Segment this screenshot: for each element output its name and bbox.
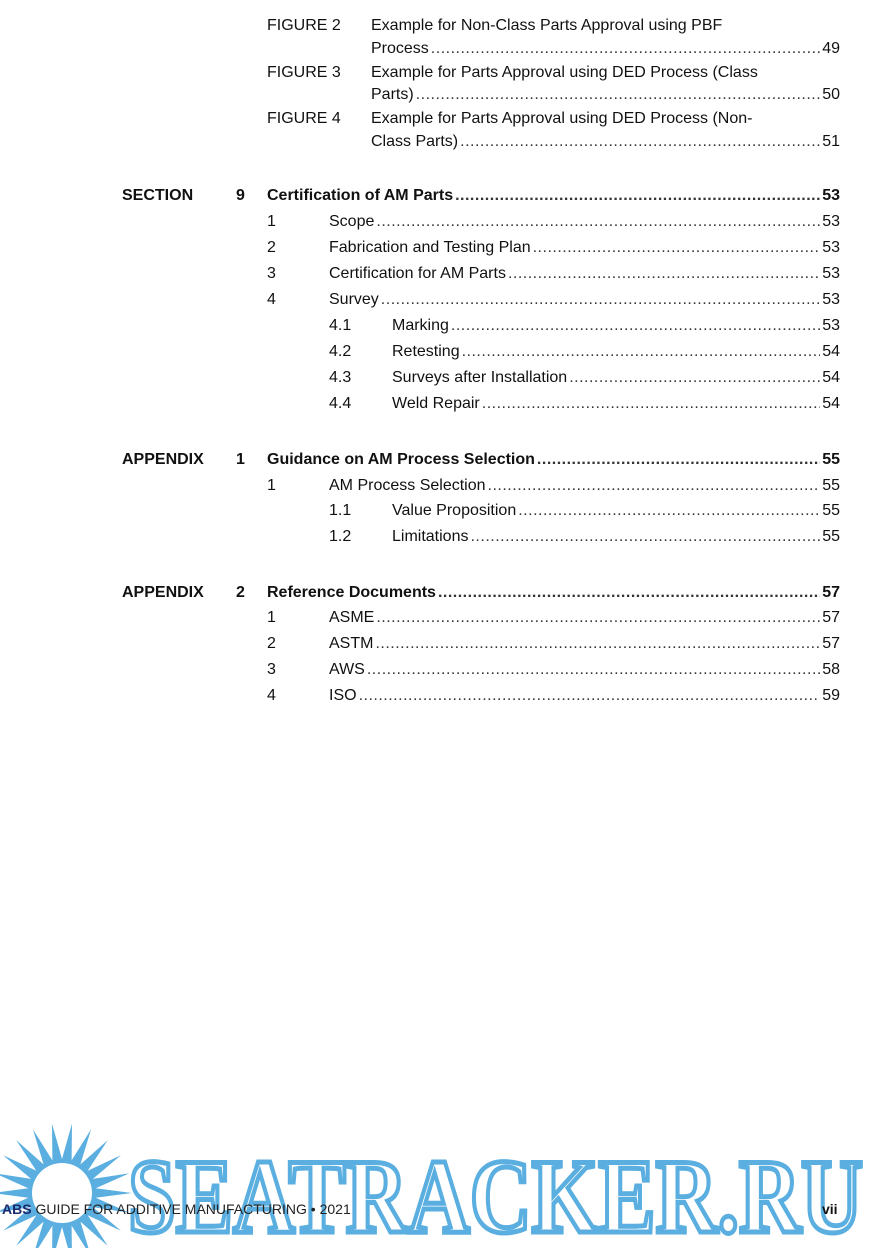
page-number: 57 [822, 609, 840, 626]
appendix-number: 2 [236, 584, 245, 601]
dot-leader [431, 38, 820, 60]
page-number: 55 [822, 477, 840, 494]
dot-leader [462, 341, 821, 363]
dot-leader [455, 185, 820, 207]
dot-leader [451, 315, 820, 337]
toc-item-number: 2 [267, 239, 276, 256]
toc-item-title: Certification for AM Parts [329, 265, 506, 282]
dot-leader [416, 84, 821, 106]
toc-subitem[interactable] [392, 526, 840, 548]
figure-2-label: FIGURE 2 [267, 17, 341, 34]
page-number: 53 [822, 187, 840, 204]
toc-subitem[interactable] [392, 393, 840, 415]
dot-leader [488, 475, 821, 497]
toc-subitem-title: Surveys after Installation [392, 369, 568, 386]
appendix-2-heading[interactable] [267, 582, 840, 604]
page-number: 54 [822, 369, 840, 386]
toc-item-title: ASME [329, 609, 375, 626]
toc-item[interactable] [329, 685, 840, 707]
dot-leader [376, 211, 820, 233]
toc-item-number: 1 [267, 213, 276, 230]
page-number: 53 [822, 317, 840, 334]
dot-leader [381, 289, 820, 311]
toc-subitem[interactable] [392, 341, 840, 363]
toc-subitem-number: 4.4 [329, 395, 352, 412]
footer-guide: GUIDE FOR ADDITIVE MANUFACTURING • 2021 [35, 1201, 351, 1217]
figure-2-title-cont: Process [371, 40, 429, 57]
appendix-title: Reference Documents [267, 584, 436, 601]
toc-subitem-title: Limitations [392, 528, 469, 545]
page-number: 54 [822, 343, 840, 360]
toc-item-title: ASTM [329, 635, 374, 652]
toc-subitem-number: 1.2 [329, 528, 352, 545]
toc-item[interactable] [329, 263, 840, 285]
page-number: 59 [822, 687, 840, 704]
figure-3-title-cont: Parts) [371, 86, 414, 103]
appendix-number: 1 [236, 451, 245, 468]
dot-leader [460, 131, 820, 153]
section-9-heading[interactable] [267, 185, 840, 207]
toc-subitem-number: 4.2 [329, 343, 352, 360]
page-number: 53 [822, 265, 840, 282]
dot-leader [470, 526, 820, 548]
toc-item-title: AWS [329, 661, 365, 678]
watermark [128, 1140, 868, 1250]
page-number: 51 [822, 133, 840, 150]
appendix-title: Guidance on AM Process Selection [267, 451, 535, 468]
figure-3-entry[interactable] [371, 84, 840, 106]
toc-item[interactable] [329, 633, 840, 655]
appendix-kind: APPENDIX [122, 451, 204, 468]
section-number: 9 [236, 187, 245, 204]
page-number: 55 [822, 451, 840, 468]
toc-subitem[interactable] [392, 315, 840, 337]
figure-2-entry[interactable] [371, 38, 840, 60]
dot-leader [367, 659, 820, 681]
toc-item[interactable] [329, 659, 840, 681]
toc-item-title: ISO [329, 687, 357, 704]
toc-subitem-number: 4.1 [329, 317, 352, 334]
dot-leader [518, 500, 820, 522]
footer-page-number: vii [822, 1201, 838, 1217]
toc-item[interactable] [329, 237, 840, 259]
footer [2, 1200, 351, 1218]
toc-item[interactable] [329, 475, 840, 497]
toc-subitem-title: Value Proposition [392, 502, 517, 519]
figure-4-entry[interactable] [371, 131, 840, 153]
toc-item-title: Survey [329, 291, 379, 308]
toc-item-title: Fabrication and Testing Plan [329, 239, 531, 256]
page-number: 49 [822, 40, 840, 57]
figure-4-title-cont: Class Parts) [371, 133, 459, 150]
page-number: 58 [822, 661, 840, 678]
page-number: 55 [822, 502, 840, 519]
dot-leader [438, 582, 820, 604]
toc-item-number: 1 [267, 609, 276, 626]
toc-item[interactable] [329, 607, 840, 629]
footer-brand: ABS [2, 1201, 32, 1217]
toc-subitem-title: Weld Repair [392, 395, 480, 412]
toc-item-number: 1 [267, 477, 276, 494]
toc-item-number: 3 [267, 265, 276, 282]
toc-item[interactable] [329, 289, 840, 311]
toc-subitem-number: 1.1 [329, 502, 352, 519]
toc-subitem[interactable] [392, 500, 840, 522]
toc-item-title: AM Process Selection [329, 477, 486, 494]
figure-2-title: Example for Non-Class Parts Approval using PBF [371, 17, 723, 34]
page-number: 55 [822, 528, 840, 545]
page-number: 53 [822, 213, 840, 230]
toc-subitem[interactable] [392, 367, 840, 389]
section-title: Certification of AM Parts [267, 187, 454, 204]
appendix-kind: APPENDIX [122, 584, 204, 601]
page-number: 53 [822, 291, 840, 308]
figure-3-title: Example for Parts Approval using DED Process (Class [371, 64, 758, 81]
dot-leader [569, 367, 820, 389]
dot-leader [537, 449, 820, 471]
toc-subitem-title: Marking [392, 317, 449, 334]
figure-3-label: FIGURE 3 [267, 64, 341, 81]
toc-item-number: 4 [267, 687, 276, 704]
toc-subitem-title: Retesting [392, 343, 460, 360]
dot-leader [508, 263, 820, 285]
page-number: 54 [822, 395, 840, 412]
toc-item-title: Scope [329, 213, 375, 230]
toc-item-number: 3 [267, 661, 276, 678]
toc-subitem-number: 4.3 [329, 369, 352, 386]
watermark-text: SEATRACKER.RU [128, 1140, 863, 1250]
page-number: 50 [822, 86, 840, 103]
toc-item-number: 4 [267, 291, 276, 308]
dot-leader [359, 685, 821, 707]
toc-item-number: 2 [267, 635, 276, 652]
page-number: 57 [822, 635, 840, 652]
dot-leader [375, 633, 820, 655]
figure-4-label: FIGURE 4 [267, 110, 341, 127]
page-number: 57 [822, 584, 840, 601]
dot-leader [376, 607, 820, 629]
figure-4-title: Example for Parts Approval using DED Process (Non- [371, 110, 753, 127]
dot-leader [482, 393, 820, 415]
dot-leader [533, 237, 821, 259]
section-kind: SECTION [122, 187, 194, 204]
appendix-1-heading[interactable] [267, 449, 840, 471]
toc-item[interactable] [329, 211, 840, 233]
page-number: 53 [822, 239, 840, 256]
